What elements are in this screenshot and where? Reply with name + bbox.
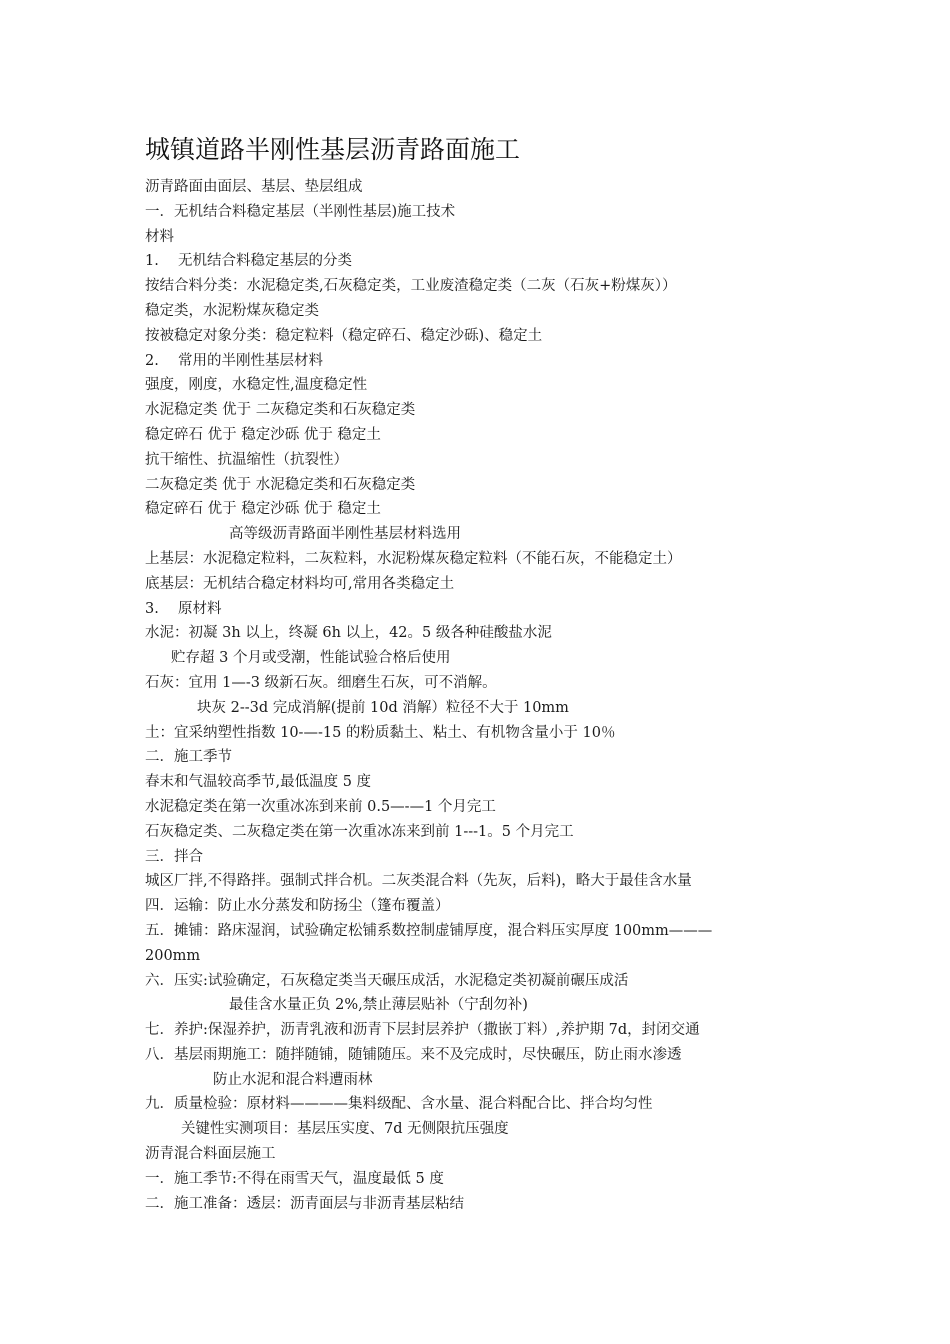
document-title: 城镇道路半刚性基层沥青路面施工 xyxy=(145,135,521,164)
text-line: 石灰：宜用 1—-3 级新石灰。细磨生石灰，可不消解。 xyxy=(145,674,497,691)
text-line: 水泥稳定类 优于 二灰稳定类和石灰稳定类 xyxy=(145,402,416,419)
text-line: 一．施工季节:不得在雨雪天气，温度最低 5 度 xyxy=(145,1170,444,1187)
text-line: 抗干缩性、抗温缩性（抗裂性） xyxy=(145,451,348,468)
text-line: 防止水泥和混合料遭雨林 xyxy=(213,1071,373,1088)
text-line: 2. 常用的半刚性基层材料 xyxy=(145,352,323,369)
text-line: 水泥稳定类在第一次重冰冻到来前 0.5—-—1 个月完工 xyxy=(145,798,496,815)
text-line: 春末和气温较高季节,最低温度 5 度 xyxy=(145,774,372,791)
text-line: 水泥：初凝 3h 以上，终凝 6h 以上，42。5 级各种硅酸盐水泥 xyxy=(145,625,552,642)
text-line: 土：宜采纳塑性指数 10-—-15 的粉质黏土、粘土、有机物含量小于 10％ xyxy=(145,724,616,741)
text-line: 块灰 2--3d 完成消解(提前 10d 消解）粒径不大于 10mm xyxy=(197,699,569,716)
text-line: 最佳含水量正负 2%,禁止薄层贴补（宁刮勿补) xyxy=(229,997,528,1014)
text-line: 二．施工准备：透层：沥青面层与非沥青基层粘结 xyxy=(145,1195,464,1212)
text-line: 五．摊铺：路床湿润，试验确定松铺系数控制虚铺厚度，混合料压实厚度 100mm——— xyxy=(145,922,713,939)
text-line: 城区厂拌,不得路拌。强制式拌合机。二灰类混合料（先灰，后料)，略大于最佳含水量 xyxy=(145,873,692,890)
text-line: 200mm xyxy=(145,947,201,964)
text-line: 上基层：水泥稳定粒料，二灰粒料，水泥粉煤灰稳定粒料（不能石灰，不能稳定土） xyxy=(145,550,682,567)
text-line: 四．运输：防止水分蒸发和防扬尘（篷布覆盖） xyxy=(145,898,450,915)
text-line: 底基层：无机结合稳定材料均可,常用各类稳定土 xyxy=(145,575,455,592)
text-line: 沥青路面由面层、基层、垫层组成 xyxy=(145,179,363,195)
text-line: 1. 无机结合料稳定基层的分类 xyxy=(145,253,352,270)
text-line: 九．质量检验：原材料————集料级配、含水量、混合料配合比、拌合均匀性 xyxy=(145,1096,653,1113)
text-line: 关键性实测项目：基层压实度、7d 无侧限抗压强度 xyxy=(181,1121,509,1138)
text-line: 八．基层雨期施工：随拌随铺，随铺随压。来不及完成时，尽快碾压，防止雨水渗透 xyxy=(145,1046,682,1063)
text-line: 七．养护:保湿养护，沥青乳液和沥青下层封层养护（撒嵌丁料）,养护期 7d，封闭交通 xyxy=(145,1022,700,1039)
text-line: 一．无机结合料稳定基层（半刚性基层)施工技术 xyxy=(145,203,456,220)
text-line: 稳定碎石 优于 稳定沙砾 优于 稳定土 xyxy=(145,426,381,443)
text-line: 三．拌合 xyxy=(145,848,203,865)
text-line: 按结合料分类：水泥稳定类,石灰稳定类，工业废渣稳定类（二灰（石灰+粉煤灰）） xyxy=(145,278,677,295)
text-line: 贮存超 3 个月或受潮，性能试验合格后使用 xyxy=(171,650,451,667)
text-line: 二灰稳定类 优于 水泥稳定类和石灰稳定类 xyxy=(145,476,416,493)
document-body xyxy=(145,175,825,1216)
text-line: 按被稳定对象分类：稳定粒料（稳定碎石、稳定沙砾)、稳定土 xyxy=(145,327,543,344)
text-line: 3. 原材料 xyxy=(145,600,222,617)
text-line: 强度，刚度，水稳定性,温度稳定性 xyxy=(145,377,368,394)
text-line: 六．压实:试验确定，石灰稳定类当天碾压成活，水泥稳定类初凝前碾压成活 xyxy=(145,972,629,989)
text-line: 稳定类，水泥粉煤灰稳定类 xyxy=(145,302,319,319)
text-line: 二．施工季节 xyxy=(145,749,232,766)
text-line: 石灰稳定类、二灰稳定类在第一次重冰冻来到前 1---1。5 个月完工 xyxy=(145,823,574,840)
text-line: 高等级沥青路面半刚性基层材料选用 xyxy=(229,526,461,543)
text-line: 稳定碎石 优于 稳定沙砾 优于 稳定土 xyxy=(145,501,381,518)
text-line: 材料 xyxy=(145,228,174,245)
text-line: 沥青混合料面层施工 xyxy=(145,1146,276,1163)
